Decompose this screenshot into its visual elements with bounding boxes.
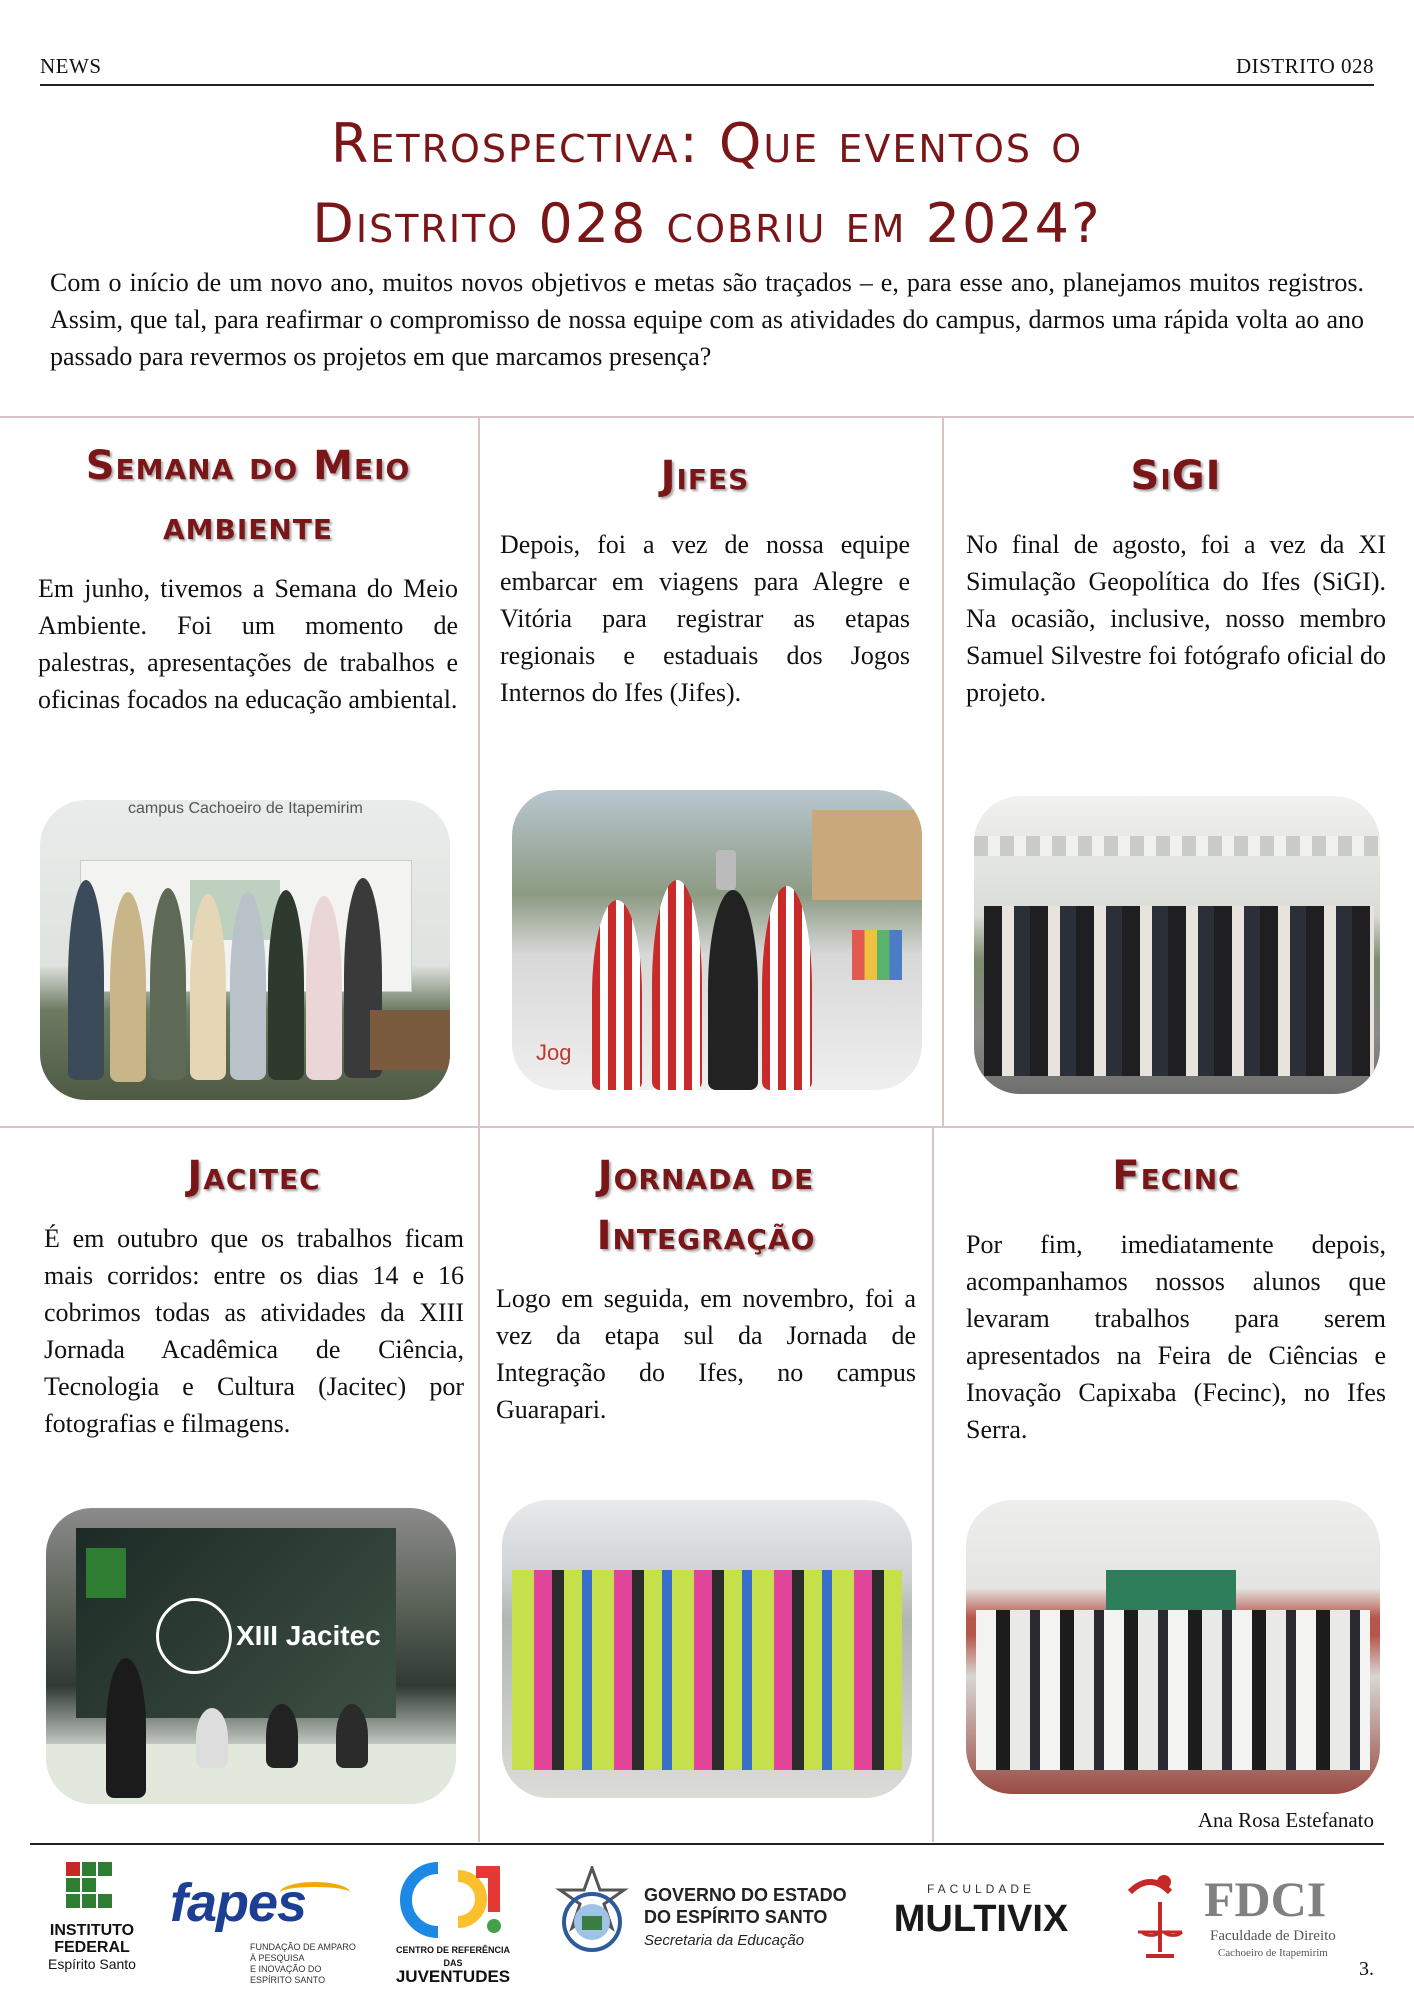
grid-divider-middle (0, 1126, 1414, 1128)
crj-logo-line2: JUVENTUDES (395, 1967, 511, 1986)
grid-divider-top (0, 416, 1414, 418)
article-jornada-integracao (496, 1146, 916, 1428)
grid-divider-col2 (942, 416, 944, 1126)
crj-logo (388, 1862, 518, 1986)
article-text: Por fim, imediatamente depois, acompanhamos nossos alunos que levaram trabalhos para serem apresentados na Feira de Ciências e Inovação Capixaba (Fecinc), no Ifes Serra. (966, 1230, 1386, 1444)
article-title-line1: Jifes (660, 453, 750, 499)
photo-jornada-integracao (502, 1500, 912, 1798)
article-text: Em junho, tivemos a Semana do Meio Ambiente. Foi um momento de palestras, apresentações de trabalhos e oficinas focados na educação ambiental. (38, 574, 458, 714)
fdci-logo-line2: Cachoeiro de Itapemirim (1217, 1947, 1328, 1959)
article-title (500, 446, 910, 506)
person-icon (336, 1704, 368, 1768)
group-people-icon (984, 906, 1374, 1076)
person-icon (306, 896, 342, 1080)
person-icon (110, 892, 146, 1082)
article-semana-meio-ambiente (38, 436, 458, 718)
fapes-logo (170, 1862, 360, 1985)
article-title (496, 1146, 916, 1266)
governo-logo-line2: DO ESPÍRITO SANTO (644, 1907, 828, 1927)
header-divider (40, 84, 1374, 86)
fapes-logo-sub1: FUNDAÇÃO DE AMPARO À PESQUISA (250, 1942, 356, 1963)
fdci-logo-name: FDCI (1204, 1871, 1327, 1927)
governo-logo-line3: Secretaria da Educação (644, 1932, 805, 1949)
window-row-icon (974, 836, 1380, 856)
player-icon (592, 900, 642, 1090)
article-fecinc (966, 1146, 1386, 1448)
article-title (44, 1146, 464, 1206)
grid-divider-col2-bottom (932, 1126, 934, 1842)
page-title-line2: Distrito 028 cobriu em 2024? (312, 192, 1102, 255)
multivix-logo-name: MULTIVIX (893, 1898, 1069, 1940)
grid-divider-col1-bottom (478, 1126, 480, 1842)
fdci-logo-line1: Faculdade de Direito (1210, 1928, 1336, 1944)
person-icon (230, 892, 266, 1080)
ifes-logo-icon (86, 1548, 126, 1598)
footer-divider (30, 1843, 1384, 1845)
photo-fecinc (966, 1500, 1380, 1794)
article-title-line1: Jornada de (597, 1153, 815, 1199)
person-icon (68, 880, 104, 1080)
person-icon (268, 890, 304, 1080)
ifes-logo (44, 1862, 140, 1974)
player-icon (762, 886, 812, 1090)
page-title (60, 104, 1354, 264)
governo-es-logo (548, 1862, 848, 1974)
person-icon (190, 894, 226, 1080)
fapes-logo-sub2: E INOVAÇÃO DO ESPÍRITO SANTO (250, 1964, 326, 1985)
scales-of-justice-icon (1120, 1872, 1200, 1962)
person-icon (150, 888, 186, 1080)
article-title-line2: Integração (596, 1213, 816, 1259)
player-icon (708, 890, 758, 1090)
ifes-grid-icon (66, 1862, 126, 1918)
page-number: 3. (1359, 1958, 1374, 1980)
section-label: NEWS (40, 54, 102, 78)
article-title-line2: ambiente (162, 503, 334, 549)
governo-logo-line1: GOVERNO DO ESTADO (644, 1885, 847, 1905)
photo-jifes (512, 790, 922, 1090)
grid-divider-col1 (478, 416, 480, 1126)
globe-icon (156, 1598, 232, 1674)
article-title (966, 446, 1386, 506)
article-text: No final de agosto, foi a vez da XI Simulação Geopolítica do Ifes (SiGI). Na ocasião, inclusive, nosso membro Samuel Silvestre foi fotógrafo oficial do projeto. (966, 530, 1386, 707)
article-sigi (966, 446, 1386, 711)
ifes-logo-line1: INSTITUTO (49, 1922, 135, 1939)
fdci-logo (1120, 1862, 1370, 1974)
photo-jacitec (46, 1508, 456, 1804)
photo-sigi (974, 796, 1380, 1094)
person-icon (266, 1704, 298, 1768)
trophy-icon (716, 850, 736, 890)
page-title-line1: Retrospectiva: Que eventos o (330, 112, 1084, 175)
publication-name: DISTRITO 028 (1235, 54, 1374, 78)
article-text: Logo em seguida, em novembro, foi a vez da etapa sul da Jornada de Integração do Ifes, no campus Guarapari. (496, 1284, 916, 1424)
article-text: É em outubro que os trabalhos ficam mais corridos: entre os dias 14 e 16 cobrimos todas as atividades da XIII Jornada Acadêmica de Ciência, Tecnologia e Cultura (Jacitec) por fotografias e filmagens. (44, 1224, 464, 1438)
crj-mark-icon (398, 1862, 508, 1938)
person-icon (196, 1708, 228, 1768)
photo-caption: campus Cachoeiro de Itapemirim (128, 800, 363, 817)
group-people-icon (976, 1610, 1370, 1770)
photo-semana-meio-ambiente (40, 800, 450, 1100)
poster-icon (852, 930, 902, 980)
speaker-icon (106, 1658, 146, 1798)
player-icon (652, 880, 702, 1090)
photo-caption: Jog (536, 1040, 572, 1065)
ifes-logo-line3: Espírito Santo (48, 1956, 136, 1972)
intro-paragraph: Com o início de um novo ano, muitos novos objetivos e metas são traçados – e, para esse ano, planejamos muitos registros. Assim, que tal, para reafirmar o compromisso de nossa equipe com as atividades do campus, darmos uma rápida volta ao ano passado para revermos os projetos em que marcamos presença? (50, 268, 1364, 371)
building-icon (812, 810, 922, 900)
article-title-line1: Semana do Meio (85, 443, 411, 489)
article-title-line1: SiGI (1130, 453, 1222, 499)
article-jacitec (44, 1146, 464, 1442)
crj-logo-line1: CENTRO DE REFERÊNCIA DAS (395, 1945, 510, 1968)
author-credit: Ana Rosa Estefanato (1197, 1808, 1374, 1832)
article-title (38, 436, 458, 556)
ifes-logo-line2: FEDERAL (54, 1939, 130, 1956)
article-text: Depois, foi a vez de nossa equipe embarcar em viagens para Alegre e Vitória para registrar as etapas regionais e estaduais dos Jogos Internos do Ifes (Jifes). (500, 530, 910, 707)
article-title-line1: Jacitec (187, 1153, 321, 1199)
article-title (966, 1146, 1386, 1206)
article-jifes (500, 446, 910, 711)
fapes-swoosh-icon (280, 1882, 350, 1903)
article-title-line1: Fecinc (1112, 1153, 1240, 1199)
fapes-logo-name: fapes (170, 1873, 307, 1933)
state-coat-of-arms-icon (548, 1866, 636, 1966)
table-icon (370, 1010, 450, 1070)
screen-title: XIII Jacitec (236, 1620, 381, 1651)
group-people-icon (512, 1570, 902, 1770)
multivix-logo (876, 1862, 1086, 1974)
multivix-logo-top: FACULDADE (926, 1882, 1036, 1896)
